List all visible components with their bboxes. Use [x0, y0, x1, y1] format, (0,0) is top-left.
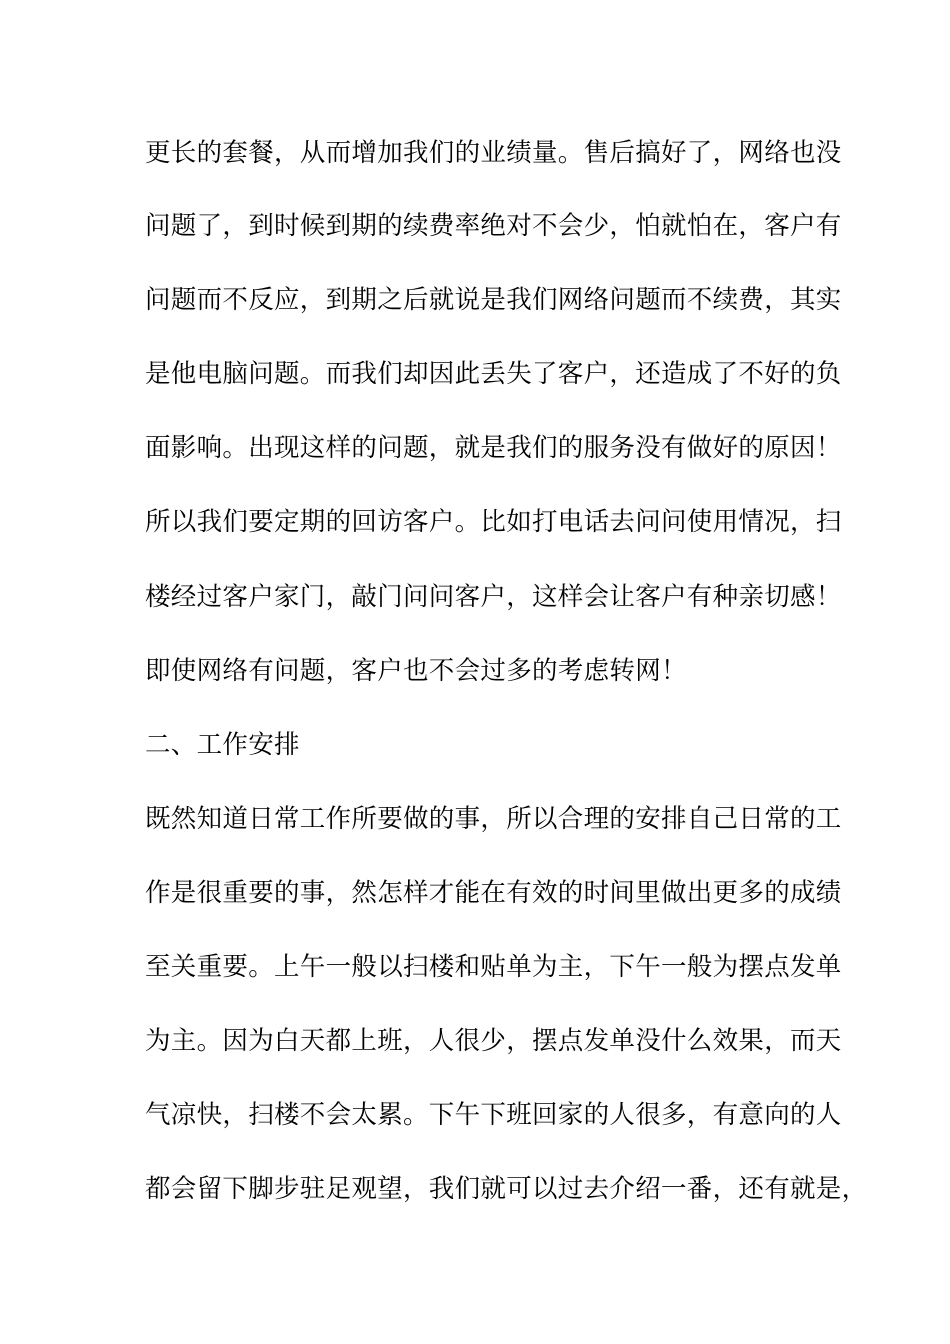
text-line: 作是很重要的事，然怎样才能在有效的时间里做出更多的成绩: [145, 878, 842, 908]
text-line: 既然知道日常工作所要做的事，所以合理的安排自己日常的工: [145, 804, 842, 834]
text-line: 所以我们要定期的回访客户。比如打电话去问问使用情况，扫: [145, 507, 842, 537]
text-line: 都会留下脚步驻足观望，我们就可以过去介绍一番，还有就是，: [145, 1174, 868, 1204]
text-line: 问题了，到时候到期的续费率绝对不会少，怕就怕在，客户有: [145, 211, 842, 241]
text-line: 为主。因为白天都上班，人很少，摆点发单没什么效果，而天: [145, 1026, 842, 1056]
text-line: 至关重要。上午一般以扫楼和贴单为主，下午一般为摆点发单: [145, 952, 842, 982]
text-line: 楼经过客户家门，敲门问问客户，这样会让客户有种亲切感！: [145, 582, 842, 612]
text-line: 面影响。出现这样的问题，就是我们的服务没有做好的原因！: [145, 433, 842, 463]
text-line: 更长的套餐，从而增加我们的业绩量。售后搞好了，网络也没: [145, 138, 842, 168]
text-line: 即使网络有问题，客户也不会过多的考虑转网！: [145, 656, 687, 686]
text-line: 问题而不反应，到期之后就说是我们网络问题而不续费，其实: [145, 285, 842, 315]
text-line: 是他电脑问题。而我们却因此丢失了客户，还造成了不好的负: [145, 359, 842, 389]
text-line: 气凉快，扫楼不会太累。下午下班回家的人很多，有意向的人: [145, 1100, 842, 1130]
section-heading: 二、工作安排: [145, 730, 300, 760]
